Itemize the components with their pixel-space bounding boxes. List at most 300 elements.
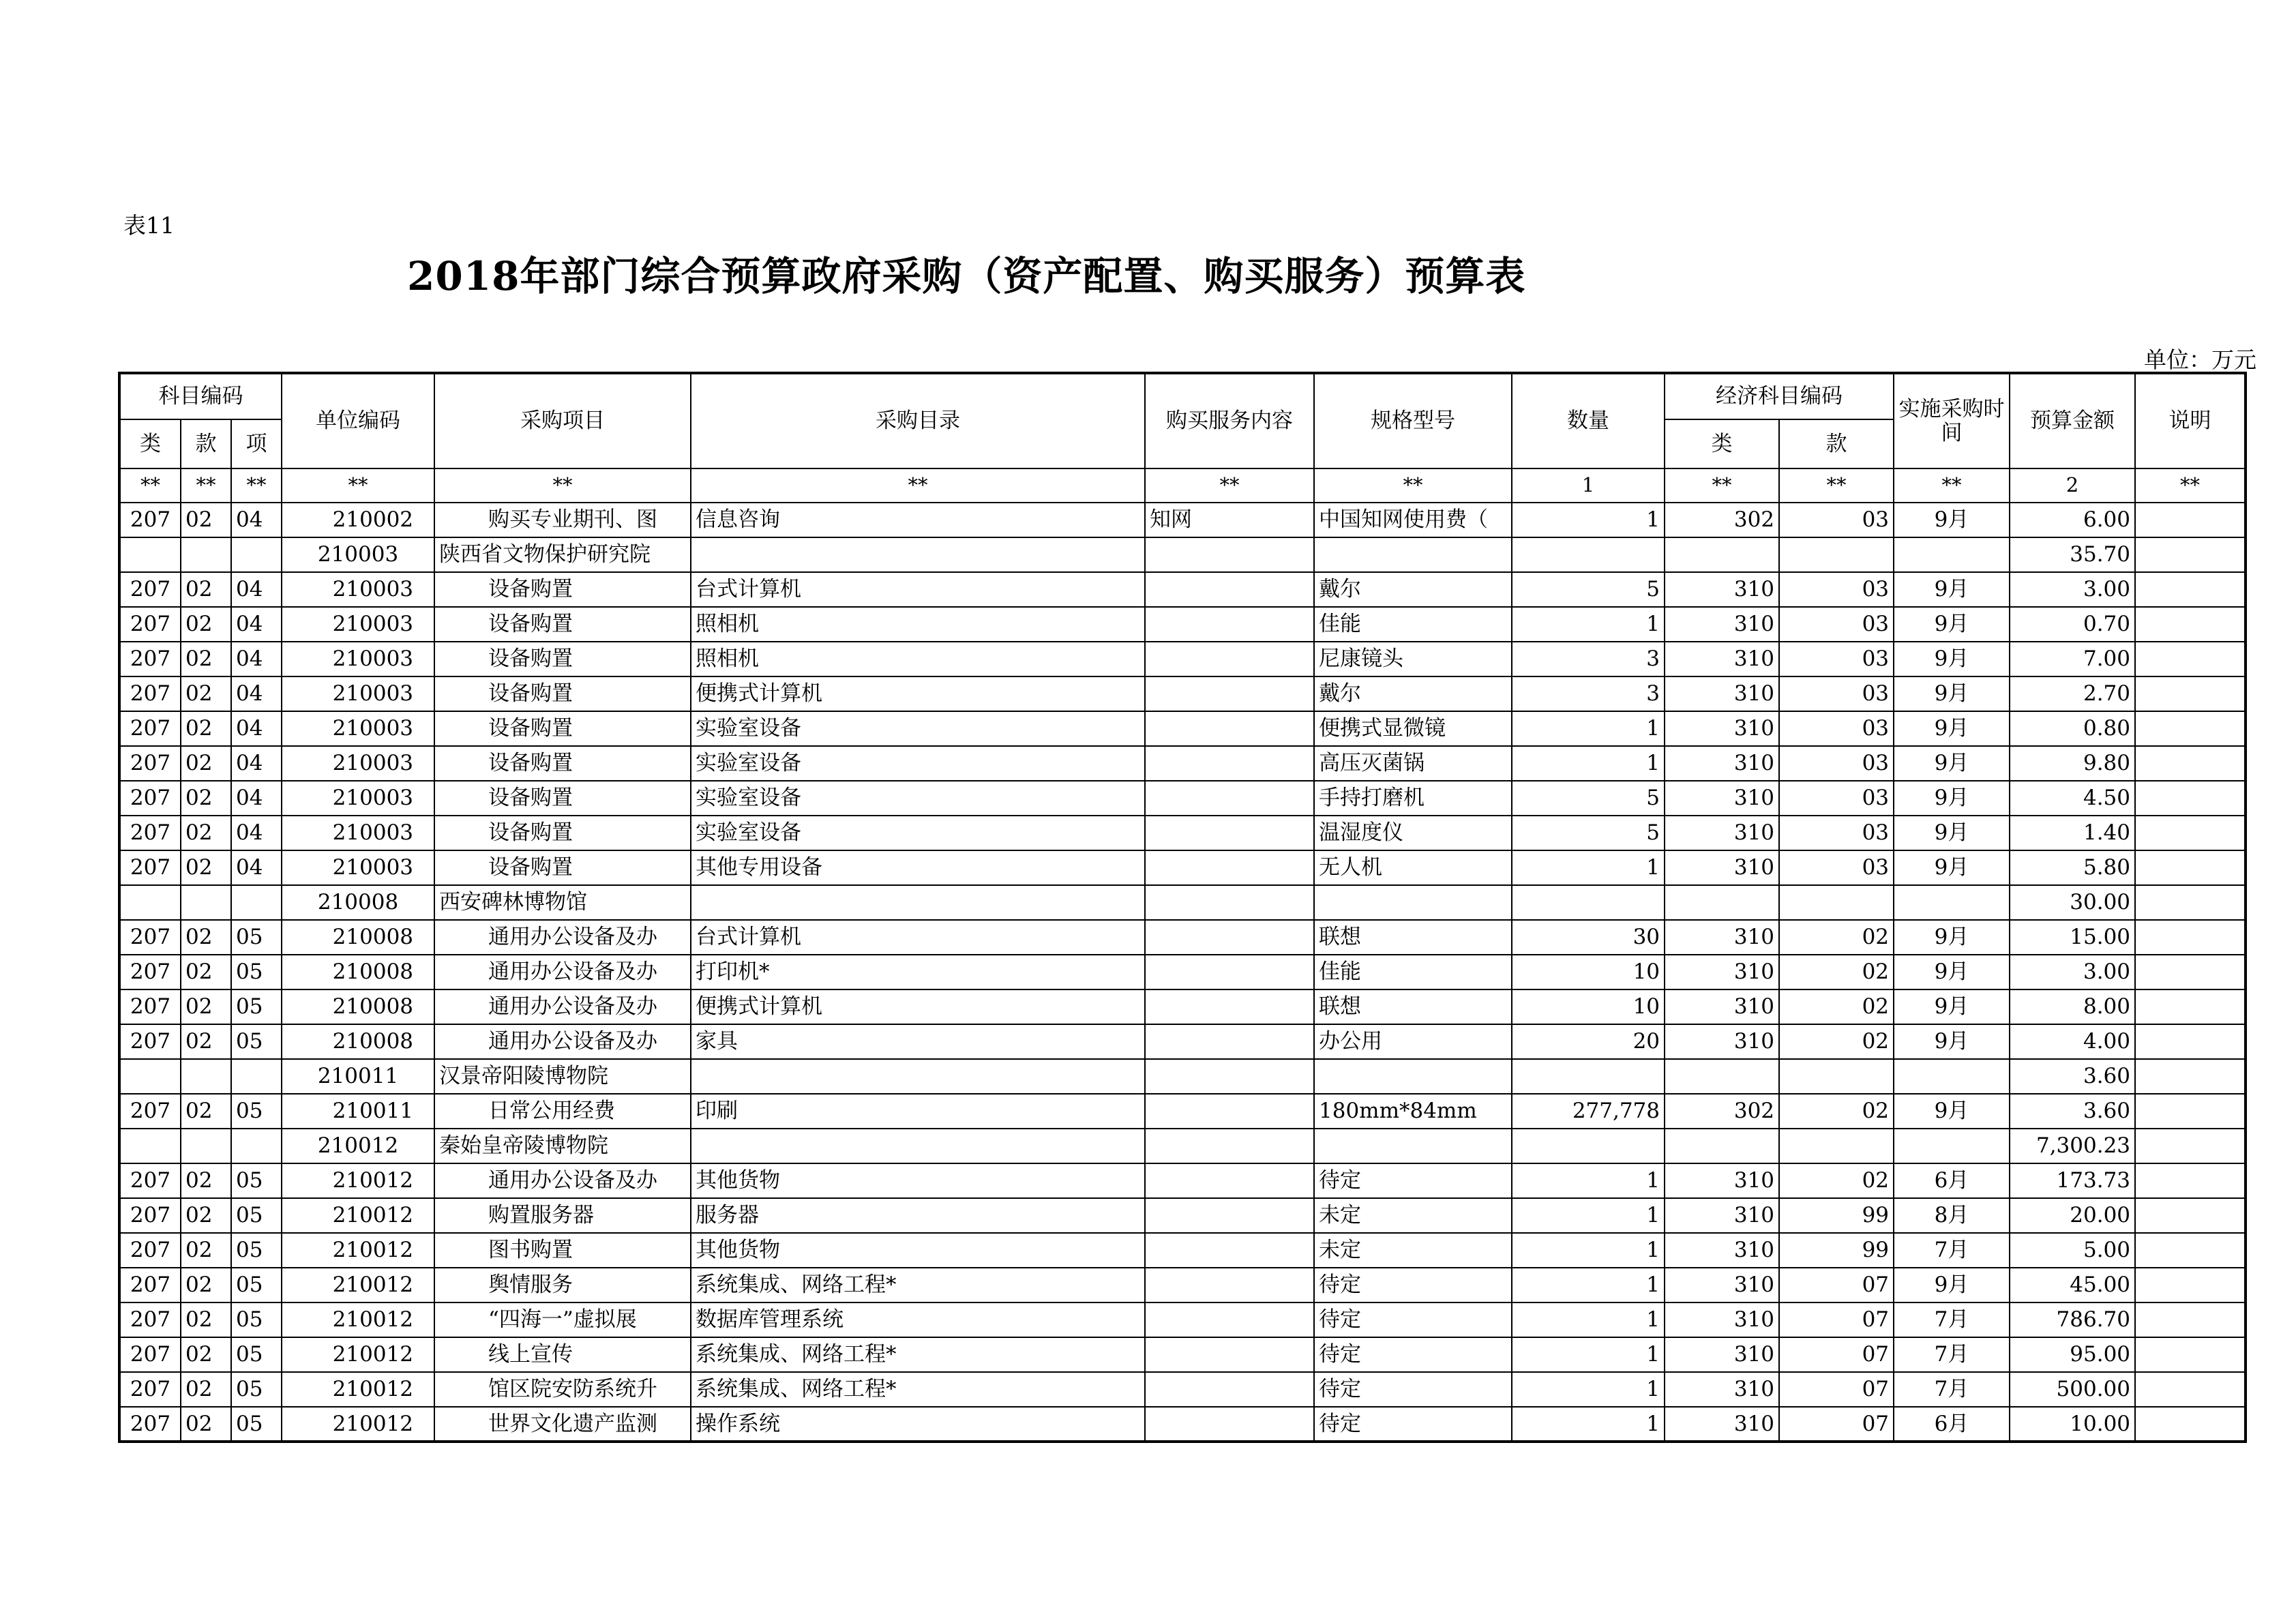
cell-note xyxy=(2135,920,2246,955)
cell-item: 舆情服务 xyxy=(434,1268,691,1302)
cell-item: 设备购置 xyxy=(434,781,691,816)
index-row xyxy=(119,468,2246,503)
cell-qty: 5 xyxy=(1512,781,1665,816)
cell-catalog: 服务器 xyxy=(691,1198,1145,1233)
cell-unit-code: 210003 xyxy=(282,607,434,642)
col-header-note: 说明 xyxy=(2135,373,2246,468)
cell-unit-code: 210012 xyxy=(282,1268,434,1302)
cell-amount: 15.00 xyxy=(2010,920,2135,955)
cell-qty: 1 xyxy=(1512,1302,1665,1337)
cell-econ-lei: 302 xyxy=(1665,1094,1779,1129)
cell-amount: 9.80 xyxy=(2010,746,2135,781)
cell-qty: 1 xyxy=(1512,1233,1665,1268)
cell-kuan: 02 xyxy=(181,711,231,746)
cell-amount: 5.80 xyxy=(2010,850,2135,885)
index-cell: 2 xyxy=(2010,468,2135,503)
cell-econ-kuan: 02 xyxy=(1779,920,1894,955)
cell-lei: 207 xyxy=(119,1094,181,1129)
cell-spec: 未定 xyxy=(1314,1233,1512,1268)
cell-service xyxy=(1145,1337,1314,1372)
cell-catalog: 照相机 xyxy=(691,607,1145,642)
cell-econ-lei: 310 xyxy=(1665,1337,1779,1372)
cell-note xyxy=(2135,642,2246,676)
index-cell: ** xyxy=(1145,468,1314,503)
cell-item: 汉景帝阳陵博物院 xyxy=(434,1059,691,1094)
cell-lei: 207 xyxy=(119,1372,181,1407)
cell-econ-kuan: 07 xyxy=(1779,1407,1894,1442)
cell-unit-code: 210012 xyxy=(282,1302,434,1337)
cell-service xyxy=(1145,1407,1314,1442)
cell-unit-code: 210011 xyxy=(282,1059,434,1094)
cell-econ-lei: 310 xyxy=(1665,920,1779,955)
col-header-service: 购买服务内容 xyxy=(1145,373,1314,468)
cell-econ-lei: 310 xyxy=(1665,1268,1779,1302)
cell-econ-lei: 310 xyxy=(1665,572,1779,607)
cell-xiang: 05 xyxy=(231,1407,282,1442)
cell-spec: 待定 xyxy=(1314,1407,1512,1442)
cell-spec: 未定 xyxy=(1314,1198,1512,1233)
cell-econ-kuan: 99 xyxy=(1779,1233,1894,1268)
cell-catalog: 系统集成、网络工程* xyxy=(691,1337,1145,1372)
cell-xiang xyxy=(231,1059,282,1094)
cell-amount: 1.40 xyxy=(2010,816,2135,850)
cell-lei xyxy=(119,1059,181,1094)
cell-time: 9月 xyxy=(1894,1268,2010,1302)
index-cell: 1 xyxy=(1512,468,1665,503)
table-row xyxy=(119,642,2246,676)
index-cell: ** xyxy=(1314,468,1512,503)
cell-note xyxy=(2135,1233,2246,1268)
cell-note xyxy=(2135,1129,2246,1163)
cell-note xyxy=(2135,746,2246,781)
col-header-xiang: 项 xyxy=(231,419,282,468)
cell-catalog: 照相机 xyxy=(691,642,1145,676)
cell-unit-code: 210003 xyxy=(282,850,434,885)
index-cell: ** xyxy=(1665,468,1779,503)
cell-item: 设备购置 xyxy=(434,676,691,711)
cell-catalog: 系统集成、网络工程* xyxy=(691,1268,1145,1302)
cell-amount: 500.00 xyxy=(2010,1372,2135,1407)
table-row xyxy=(119,746,2246,781)
cell-amount: 3.00 xyxy=(2010,955,2135,989)
table-row xyxy=(119,1233,2246,1268)
cell-qty: 5 xyxy=(1512,572,1665,607)
cell-kuan: 02 xyxy=(181,746,231,781)
cell-xiang: 05 xyxy=(231,989,282,1024)
cell-spec: 温湿度仪 xyxy=(1314,816,1512,850)
cell-item: 秦始皇帝陵博物院 xyxy=(434,1129,691,1163)
cell-service xyxy=(1145,850,1314,885)
cell-time: 9月 xyxy=(1894,607,2010,642)
cell-econ-kuan xyxy=(1779,1129,1894,1163)
cell-item: 设备购置 xyxy=(434,850,691,885)
cell-spec: 便携式显微镜 xyxy=(1314,711,1512,746)
cell-kuan: 02 xyxy=(181,955,231,989)
cell-econ-kuan: 99 xyxy=(1779,1198,1894,1233)
col-header-qty: 数量 xyxy=(1512,373,1665,468)
page-title: 2018年部门综合预算政府采购（资产配置、购买服务）预算表 xyxy=(407,253,1526,299)
table-row xyxy=(119,503,2246,537)
cell-unit-code: 210011 xyxy=(282,1094,434,1129)
cell-econ-kuan: 03 xyxy=(1779,503,1894,537)
unit-label: 单位：万元 xyxy=(2144,346,2256,373)
col-header-kuan: 款 xyxy=(181,419,231,468)
cell-unit-code: 210003 xyxy=(282,572,434,607)
cell-xiang: 04 xyxy=(231,781,282,816)
cell-kuan xyxy=(181,1129,231,1163)
cell-amount: 6.00 xyxy=(2010,503,2135,537)
cell-econ-kuan xyxy=(1779,885,1894,920)
cell-econ-kuan: 02 xyxy=(1779,1163,1894,1198)
cell-lei: 207 xyxy=(119,1337,181,1372)
cell-lei xyxy=(119,537,181,572)
cell-spec: 待定 xyxy=(1314,1337,1512,1372)
cell-time: 9月 xyxy=(1894,955,2010,989)
cell-time: 9月 xyxy=(1894,746,2010,781)
cell-spec: 联想 xyxy=(1314,989,1512,1024)
cell-lei: 207 xyxy=(119,1198,181,1233)
group-row xyxy=(119,1129,2246,1163)
cell-service xyxy=(1145,1198,1314,1233)
cell-catalog: 其他货物 xyxy=(691,1233,1145,1268)
cell-amount: 2.70 xyxy=(2010,676,2135,711)
cell-unit-code: 210008 xyxy=(282,920,434,955)
cell-catalog: 便携式计算机 xyxy=(691,676,1145,711)
cell-xiang: 04 xyxy=(231,746,282,781)
table-body xyxy=(119,503,2246,1442)
cell-kuan: 02 xyxy=(181,607,231,642)
cell-time: 9月 xyxy=(1894,850,2010,885)
cell-qty: 1 xyxy=(1512,503,1665,537)
cell-service xyxy=(1145,1268,1314,1302)
cell-kuan: 02 xyxy=(181,642,231,676)
table-row xyxy=(119,1163,2246,1198)
cell-xiang: 05 xyxy=(231,1198,282,1233)
cell-item: 日常公用经费 xyxy=(434,1094,691,1129)
cell-note xyxy=(2135,1337,2246,1372)
cell-econ-kuan xyxy=(1779,1059,1894,1094)
cell-qty: 1 xyxy=(1512,850,1665,885)
cell-catalog: 印刷 xyxy=(691,1094,1145,1129)
cell-econ-kuan: 03 xyxy=(1779,711,1894,746)
cell-econ-lei: 310 xyxy=(1665,989,1779,1024)
cell-qty: 277,778 xyxy=(1512,1094,1665,1129)
cell-item: 设备购置 xyxy=(434,816,691,850)
cell-econ-lei: 310 xyxy=(1665,1302,1779,1337)
cell-spec xyxy=(1314,537,1512,572)
cell-note xyxy=(2135,676,2246,711)
cell-time: 9月 xyxy=(1894,816,2010,850)
cell-service xyxy=(1145,607,1314,642)
cell-spec: 联想 xyxy=(1314,920,1512,955)
cell-lei: 207 xyxy=(119,503,181,537)
cell-econ-kuan: 03 xyxy=(1779,816,1894,850)
cell-unit-code: 210003 xyxy=(282,816,434,850)
cell-spec: 待定 xyxy=(1314,1268,1512,1302)
cell-lei: 207 xyxy=(119,1407,181,1442)
cell-spec: 待定 xyxy=(1314,1372,1512,1407)
cell-catalog: 其他专用设备 xyxy=(691,850,1145,885)
cell-time xyxy=(1894,1059,2010,1094)
cell-note xyxy=(2135,1059,2246,1094)
cell-qty: 3 xyxy=(1512,676,1665,711)
cell-time: 6月 xyxy=(1894,1163,2010,1198)
cell-service xyxy=(1145,1094,1314,1129)
cell-qty: 1 xyxy=(1512,607,1665,642)
cell-econ-lei: 310 xyxy=(1665,955,1779,989)
cell-lei: 207 xyxy=(119,920,181,955)
cell-unit-code: 210012 xyxy=(282,1129,434,1163)
cell-xiang: 05 xyxy=(231,1302,282,1337)
cell-lei: 207 xyxy=(119,1024,181,1059)
cell-econ-kuan: 07 xyxy=(1779,1268,1894,1302)
cell-kuan: 02 xyxy=(181,503,231,537)
cell-xiang: 04 xyxy=(231,850,282,885)
cell-spec: 中国知网使用费（ xyxy=(1314,503,1512,537)
group-row xyxy=(119,1059,2246,1094)
table-row xyxy=(119,1094,2246,1129)
cell-unit-code: 210012 xyxy=(282,1163,434,1198)
cell-econ-kuan: 02 xyxy=(1779,989,1894,1024)
table-number: 表11 xyxy=(123,212,175,239)
cell-catalog: 数据库管理系统 xyxy=(691,1302,1145,1337)
cell-qty: 10 xyxy=(1512,989,1665,1024)
cell-xiang: 04 xyxy=(231,607,282,642)
cell-econ-kuan: 03 xyxy=(1779,572,1894,607)
cell-note xyxy=(2135,989,2246,1024)
cell-kuan: 02 xyxy=(181,1163,231,1198)
cell-catalog: 实验室设备 xyxy=(691,781,1145,816)
cell-qty xyxy=(1512,1129,1665,1163)
index-cell: ** xyxy=(1779,468,1894,503)
table-row xyxy=(119,572,2246,607)
cell-xiang xyxy=(231,537,282,572)
cell-lei: 207 xyxy=(119,1163,181,1198)
cell-xiang: 04 xyxy=(231,572,282,607)
cell-lei: 207 xyxy=(119,850,181,885)
cell-xiang: 05 xyxy=(231,1337,282,1372)
cell-note xyxy=(2135,781,2246,816)
cell-time: 9月 xyxy=(1894,503,2010,537)
cell-econ-kuan: 03 xyxy=(1779,676,1894,711)
cell-catalog xyxy=(691,537,1145,572)
cell-amount: 45.00 xyxy=(2010,1268,2135,1302)
cell-service xyxy=(1145,955,1314,989)
cell-spec: 尼康镜头 xyxy=(1314,642,1512,676)
cell-amount: 0.70 xyxy=(2010,607,2135,642)
col-header-amount: 预算金额 xyxy=(2010,373,2135,468)
cell-note xyxy=(2135,1198,2246,1233)
cell-time xyxy=(1894,1129,2010,1163)
cell-item: 西安碑林博物馆 xyxy=(434,885,691,920)
col-header-econ-code: 经济科目编码 xyxy=(1665,373,1894,419)
cell-econ-kuan: 03 xyxy=(1779,746,1894,781)
cell-service xyxy=(1145,885,1314,920)
cell-econ-lei: 310 xyxy=(1665,781,1779,816)
cell-amount: 20.00 xyxy=(2010,1198,2135,1233)
table-row xyxy=(119,1302,2246,1337)
cell-qty: 1 xyxy=(1512,1372,1665,1407)
index-cell: ** xyxy=(231,468,282,503)
cell-kuan: 02 xyxy=(181,1337,231,1372)
cell-spec xyxy=(1314,1129,1512,1163)
cell-spec: 待定 xyxy=(1314,1163,1512,1198)
cell-lei: 207 xyxy=(119,955,181,989)
col-header-time: 实施采购时间 xyxy=(1894,373,2010,468)
cell-econ-lei xyxy=(1665,1129,1779,1163)
col-header-unit-code: 单位编码 xyxy=(282,373,434,468)
cell-note xyxy=(2135,850,2246,885)
cell-qty: 1 xyxy=(1512,1407,1665,1442)
cell-kuan: 02 xyxy=(181,1407,231,1442)
col-header-econ-kuan: 款 xyxy=(1779,419,1894,468)
cell-time: 9月 xyxy=(1894,1024,2010,1059)
cell-unit-code: 210008 xyxy=(282,1024,434,1059)
cell-lei: 207 xyxy=(119,676,181,711)
cell-xiang: 05 xyxy=(231,1372,282,1407)
cell-spec: 高压灭菌锅 xyxy=(1314,746,1512,781)
cell-item: 设备购置 xyxy=(434,572,691,607)
cell-note xyxy=(2135,607,2246,642)
cell-time: 9月 xyxy=(1894,676,2010,711)
table-row xyxy=(119,1024,2246,1059)
cell-kuan: 02 xyxy=(181,920,231,955)
cell-service xyxy=(1145,711,1314,746)
table-row xyxy=(119,1407,2246,1442)
cell-spec: 手持打磨机 xyxy=(1314,781,1512,816)
table-row xyxy=(119,1372,2246,1407)
cell-catalog: 信息咨询 xyxy=(691,503,1145,537)
header-row-1 xyxy=(119,373,2246,419)
cell-service xyxy=(1145,1372,1314,1407)
cell-econ-kuan: 02 xyxy=(1779,1094,1894,1129)
cell-lei: 207 xyxy=(119,711,181,746)
cell-econ-lei xyxy=(1665,885,1779,920)
cell-qty xyxy=(1512,1059,1665,1094)
cell-amount: 7.00 xyxy=(2010,642,2135,676)
cell-item: 通用办公设备及办 xyxy=(434,920,691,955)
cell-unit-code: 210012 xyxy=(282,1337,434,1372)
cell-xiang: 05 xyxy=(231,1024,282,1059)
cell-note xyxy=(2135,1302,2246,1337)
cell-kuan: 02 xyxy=(181,572,231,607)
cell-item: 图书购置 xyxy=(434,1233,691,1268)
cell-service xyxy=(1145,572,1314,607)
cell-econ-kuan: 03 xyxy=(1779,781,1894,816)
table-row xyxy=(119,711,2246,746)
cell-catalog: 实验室设备 xyxy=(691,711,1145,746)
cell-unit-code: 210008 xyxy=(282,955,434,989)
cell-service xyxy=(1145,537,1314,572)
cell-service xyxy=(1145,989,1314,1024)
col-header-econ-lei: 类 xyxy=(1665,419,1779,468)
cell-catalog: 家具 xyxy=(691,1024,1145,1059)
col-header-spec: 规格型号 xyxy=(1314,373,1512,468)
cell-time: 8月 xyxy=(1894,1198,2010,1233)
cell-item: “四海一”虚拟展 xyxy=(434,1302,691,1337)
cell-amount: 3.60 xyxy=(2010,1059,2135,1094)
cell-time: 7月 xyxy=(1894,1233,2010,1268)
cell-qty: 10 xyxy=(1512,955,1665,989)
cell-note xyxy=(2135,1372,2246,1407)
cell-time: 7月 xyxy=(1894,1337,2010,1372)
table-row xyxy=(119,1268,2246,1302)
cell-note xyxy=(2135,1407,2246,1442)
cell-econ-lei: 310 xyxy=(1665,1407,1779,1442)
cell-spec: 办公用 xyxy=(1314,1024,1512,1059)
cell-qty: 1 xyxy=(1512,1337,1665,1372)
cell-service xyxy=(1145,1302,1314,1337)
cell-lei: 207 xyxy=(119,989,181,1024)
cell-amount: 7,300.23 xyxy=(2010,1129,2135,1163)
cell-econ-kuan: 02 xyxy=(1779,955,1894,989)
cell-kuan: 02 xyxy=(181,676,231,711)
cell-unit-code: 210012 xyxy=(282,1372,434,1407)
cell-econ-lei: 310 xyxy=(1665,676,1779,711)
cell-econ-lei: 310 xyxy=(1665,1233,1779,1268)
cell-amount: 95.00 xyxy=(2010,1337,2135,1372)
cell-amount: 0.80 xyxy=(2010,711,2135,746)
cell-econ-kuan: 07 xyxy=(1779,1337,1894,1372)
cell-spec: 无人机 xyxy=(1314,850,1512,885)
cell-spec: 180mm*84mm xyxy=(1314,1094,1512,1129)
cell-amount: 30.00 xyxy=(2010,885,2135,920)
cell-lei: 207 xyxy=(119,1302,181,1337)
cell-qty xyxy=(1512,885,1665,920)
cell-kuan: 02 xyxy=(181,1094,231,1129)
cell-econ-kuan: 03 xyxy=(1779,607,1894,642)
cell-service xyxy=(1145,1059,1314,1094)
col-header-lei: 类 xyxy=(119,419,181,468)
cell-xiang: 05 xyxy=(231,1094,282,1129)
table-row xyxy=(119,607,2246,642)
cell-xiang: 04 xyxy=(231,676,282,711)
cell-econ-lei: 310 xyxy=(1665,642,1779,676)
cell-amount: 786.70 xyxy=(2010,1302,2135,1337)
table-row xyxy=(119,676,2246,711)
cell-time: 9月 xyxy=(1894,642,2010,676)
index-cell: ** xyxy=(691,468,1145,503)
cell-unit-code: 210008 xyxy=(282,989,434,1024)
cell-lei xyxy=(119,885,181,920)
cell-item: 通用办公设备及办 xyxy=(434,1163,691,1198)
cell-service xyxy=(1145,1163,1314,1198)
cell-econ-lei xyxy=(1665,1059,1779,1094)
cell-item: 世界文化遗产监测 xyxy=(434,1407,691,1442)
cell-econ-lei: 310 xyxy=(1665,850,1779,885)
cell-service: 知网 xyxy=(1145,503,1314,537)
cell-note xyxy=(2135,1163,2246,1198)
cell-kuan xyxy=(181,1059,231,1094)
cell-kuan: 02 xyxy=(181,816,231,850)
index-cell: ** xyxy=(119,468,181,503)
cell-econ-lei: 302 xyxy=(1665,503,1779,537)
cell-time xyxy=(1894,885,2010,920)
cell-spec: 佳能 xyxy=(1314,607,1512,642)
cell-note xyxy=(2135,503,2246,537)
cell-amount: 10.00 xyxy=(2010,1407,2135,1442)
cell-econ-lei: 310 xyxy=(1665,1198,1779,1233)
cell-note xyxy=(2135,955,2246,989)
cell-lei: 207 xyxy=(119,746,181,781)
cell-note xyxy=(2135,537,2246,572)
cell-lei: 207 xyxy=(119,781,181,816)
cell-catalog: 操作系统 xyxy=(691,1407,1145,1442)
cell-amount: 35.70 xyxy=(2010,537,2135,572)
cell-spec: 佳能 xyxy=(1314,955,1512,989)
cell-econ-kuan: 03 xyxy=(1779,850,1894,885)
cell-service xyxy=(1145,781,1314,816)
